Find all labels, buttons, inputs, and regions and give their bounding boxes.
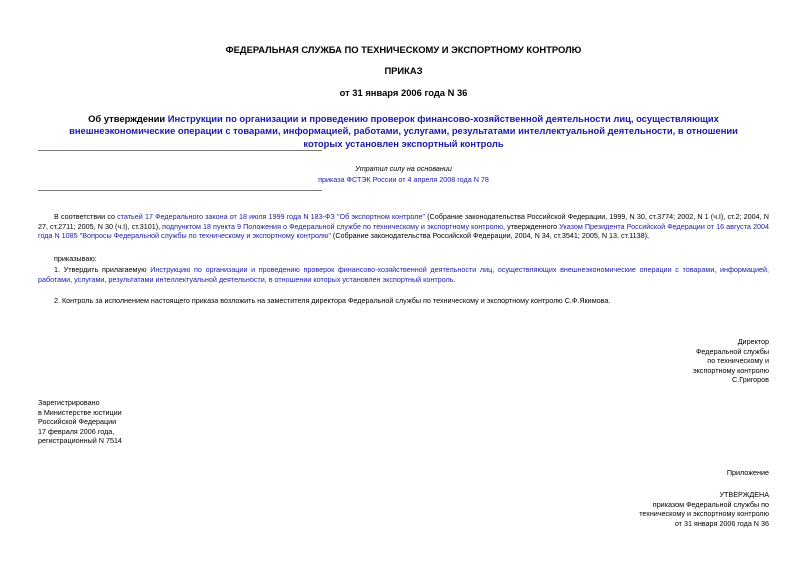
approval-line: приказом Федеральной службы по — [652, 499, 769, 509]
approval-block — [639, 490, 769, 528]
divider-top — [38, 150, 322, 151]
item-1-text: 1. Утвердить прилагаемую — [54, 265, 151, 274]
preamble-text-1: В соответствии со — [54, 212, 118, 221]
registration-line: в Министерстве юстиции — [38, 407, 122, 417]
order-word: приказываю: — [54, 254, 97, 263]
agency-heading: ФЕДЕРАЛЬНАЯ СЛУЖБА ПО ТЕХНИЧЕСКОМУ И ЭКСПОРТНОМУ КОНТРОЛЮ — [225, 44, 582, 55]
item-1-paragraph — [38, 265, 769, 284]
preamble-text-2: (Собрание законодательства Российской Федерации, 1999, N 30, ст.3774; 2002, N 1 (ч.I), ст.2; 2004, N 27, ст.2711; 2005, N 30 (ч.I), ст.3101), — [38, 212, 769, 231]
document-date-number: от 31 января 2006 года N 36 — [339, 87, 468, 98]
preamble-paragraph — [38, 212, 769, 241]
divider-bottom — [38, 190, 322, 191]
title-instruction-link[interactable]: Инструкции по организации и проведению проверок финансово-хозяйственной деятельности лиц, осуществляющих внешнеэкономические операции с товарами, информацией, работами, услугами, результатами интеллектуальной деятельности, в отношении которых установлен экспортный контроль — [69, 113, 738, 149]
regulation-link[interactable]: подпунктом 18 пункта 9 Положения о Федеральной службе по техническому и экспортному контролю — [162, 221, 504, 231]
title-prefix: Об утверждении — [88, 113, 168, 124]
approval-line: техническому и экспортному контролю — [639, 509, 769, 519]
status-note: Утратил силу на основании — [355, 164, 452, 173]
decree-link[interactable]: Указом Президента Российской Федерации от 16 августа 2004 года N 1085 "Вопросы Федеральной службы по техническому и экспортному контролю" — [38, 221, 769, 241]
signatory-name: С.Григоров — [732, 375, 769, 385]
law-link[interactable]: статьей 17 Федерального закона от 18 июля 1999 года N 183-ФЗ "Об экспортном контроле" — [117, 212, 426, 221]
signature-line: Директор — [737, 337, 769, 346]
registration-line: Зарегистрировано — [38, 398, 100, 407]
signature-line: Федеральной службы — [695, 346, 769, 356]
registration-block — [38, 398, 122, 446]
registration-line: 17 февраля 2006 года, — [38, 426, 115, 436]
status-link[interactable]: приказа ФСТЭК России от 4 апреля 2008 года N 78 — [318, 175, 489, 184]
item-2-paragraph: 2. Контроль за исполнением настоящего приказа возложить на заместителя директора Федеральной службы по техническому и экспортному контролю С.Ф.Якимова. — [54, 296, 611, 305]
document-title — [60, 113, 747, 150]
item-1-end: . — [453, 274, 456, 284]
signature-block — [693, 337, 769, 385]
signature-line: экспортному контролю — [693, 365, 769, 375]
approval-line: от 31 января 2006 года N 36 — [674, 518, 769, 528]
preamble-text-3: , утвержденного — [503, 221, 560, 231]
document-type: ПРИКАЗ — [384, 65, 423, 76]
preamble-text-4: (Собрание законодательства Российской Федерации, 2004, N 34, ст.3541; 2005, N 13, ст.1138), — [330, 231, 649, 241]
approval-line: УТВЕРЖДЕНА — [719, 490, 769, 499]
registration-line: Российской Федерации — [38, 417, 117, 427]
registration-number: регистрационный N 7514 — [38, 436, 122, 446]
signature-line: по техническому и — [707, 356, 769, 366]
instruction-link[interactable]: Инструкцию по организации и проведению проверок финансово-хозяйственной деятельности лиц, осуществляющих внешнеэкономические операции с товарами, информацией, работами, услугами, результатами интеллектуальной деятельности, в отношении которых установлен экспортный контроль — [38, 265, 769, 284]
appendix-label: Приложение — [726, 468, 769, 477]
